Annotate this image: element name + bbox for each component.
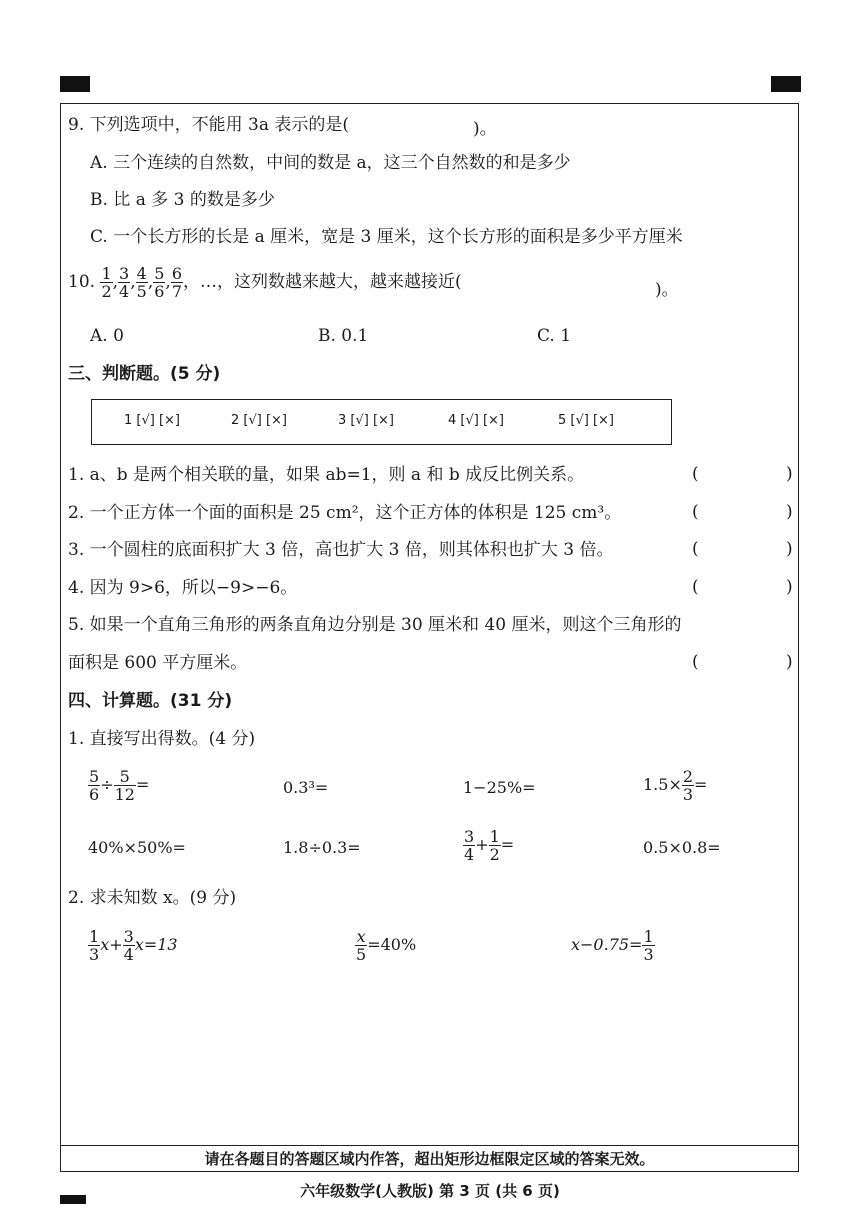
calc-2a: 40%×50%= — [88, 838, 186, 857]
judge-item-5-continued: 面积是 600 平方厘米。 — [68, 653, 248, 673]
answer-paren-open-1: ( — [692, 464, 699, 484]
q10-option-c: C. 1 — [537, 326, 572, 346]
judge-mark-1[interactable]: 1 [√] [×] — [124, 413, 180, 428]
page-footer: 六年级数学(人教版) 第 3 页 (共 6 页) — [300, 1182, 560, 1200]
q9-option-c: C. 一个长方形的长是 a 厘米，宽是 3 厘米，这个长方形的面积是多少平方厘米 — [90, 227, 683, 247]
section3-title: 三、判断题。(5 分) — [68, 364, 221, 384]
judge-item-5: 5. 如果一个直角三角形的两条直角边分别是 30 厘米和 40 厘米，则这个三角形的 — [68, 615, 682, 635]
answer-paren-open-2: ( — [692, 502, 699, 522]
calc-1a: $\frac{5}{6}$ ÷ $\frac{5}{12}$ = — [89, 767, 150, 804]
answer-paren-close-2: ) — [786, 502, 793, 522]
q10-option-a: A. 0 — [90, 326, 124, 346]
registration-mark-right — [771, 76, 801, 92]
q9-stem: 9. 下列选项中，不能用 3a 表示的是( — [68, 115, 350, 135]
equation-2: $\frac{x}{5}$ =40% — [356, 927, 417, 964]
calc-1d: 1.5× $\frac{2}{3}$ = — [643, 767, 708, 804]
calc-1c: 1−25%= — [463, 778, 536, 797]
equation-1: $\frac{1}{3}$ x+ $\frac{3}{4}$ x=13 — [89, 927, 178, 964]
q9-option-a: A. 三个连续的自然数，中间的数是 a，这三个自然数的和是多少 — [90, 153, 571, 173]
answer-paren-open-5: ( — [692, 652, 699, 672]
registration-mark-left — [60, 76, 90, 92]
answer-paren-open-4: ( — [692, 577, 699, 597]
answer-paren-close-4: ) — [786, 577, 793, 597]
section4-sub1: 1. 直接写出得数。(4 分) — [68, 729, 256, 749]
calc-1b: 0.3³= — [283, 778, 329, 797]
judge-item-4: 4. 因为 9>6，所以−9>−6。 — [68, 578, 298, 598]
q10-fraction: $\frac{5}{6}$ — [154, 264, 165, 301]
q10-number: 10. — [68, 272, 96, 292]
section4-title: 四、计算题。(31 分) — [68, 691, 233, 711]
judge-mark-3[interactable]: 3 [√] [×] — [338, 413, 394, 428]
q9-paren-close: )。 — [473, 119, 497, 139]
calc-2c: $\frac{3}{4}$ + $\frac{1}{2}$ = — [464, 827, 515, 864]
answer-paren-close-3: ) — [786, 539, 793, 559]
judge-mark-2[interactable]: 2 [√] [×] — [231, 413, 287, 428]
equation-3: x−0.75= $\frac{1}{3}$ — [571, 927, 654, 964]
q9-option-b: B. 比 a 多 3 的数是多少 — [90, 190, 275, 210]
q10-stem: 10. $\frac{1}{2}$ , $\frac{3}{4}$ , $\frac{4}{5}$ , $\frac{5}{6}$ , $\frac{6}{7}$ ，…，这列数越来越大，越来越接近( — [68, 264, 462, 301]
judge-mark-5[interactable]: 5 [√] [×] — [558, 413, 614, 428]
answer-paren-close-1: ) — [786, 464, 793, 484]
q10-paren-close: )。 — [655, 280, 679, 300]
judge-answer-box — [91, 399, 672, 445]
q10-fraction: $\frac{6}{7}$ — [171, 264, 183, 301]
judge-mark-4[interactable]: 4 [√] [×] — [448, 413, 504, 428]
judge-item-3: 3. 一个圆柱的底面积扩大 3 倍，高也扩大 3 倍，则其体积也扩大 3 倍。 — [68, 540, 614, 560]
section4-sub2: 2. 求未知数 x。(9 分) — [68, 888, 237, 908]
q10-option-b: B. 0.1 — [318, 326, 369, 346]
judge-item-1: 1. a、b 是两个相关联的量，如果 ab=1，则 a 和 b 成反比例关系。 — [68, 465, 585, 485]
answer-paren-open-3: ( — [692, 539, 699, 559]
calc-2d: 0.5×0.8= — [643, 838, 721, 857]
answer-area-frame — [60, 103, 799, 1172]
answer-paren-close-5: ) — [786, 652, 793, 672]
answer-area-notice: 请在各题目的答题区域内作答，超出矩形边框限定区域的答案无效。 — [60, 1145, 799, 1172]
calc-2b: 1.8÷0.3= — [283, 838, 361, 857]
q10-fraction: $\frac{1}{2}$ — [101, 264, 112, 301]
q10-fraction: $\frac{4}{5}$ — [136, 264, 147, 301]
q10-fraction: $\frac{3}{4}$ — [119, 264, 130, 301]
q10-tail: ，…，这列数越来越大，越来越接近( — [183, 272, 462, 292]
judge-item-2: 2. 一个正方体一个面的面积是 25 cm²，这个正方体的体积是 125 cm³。 — [68, 503, 622, 523]
